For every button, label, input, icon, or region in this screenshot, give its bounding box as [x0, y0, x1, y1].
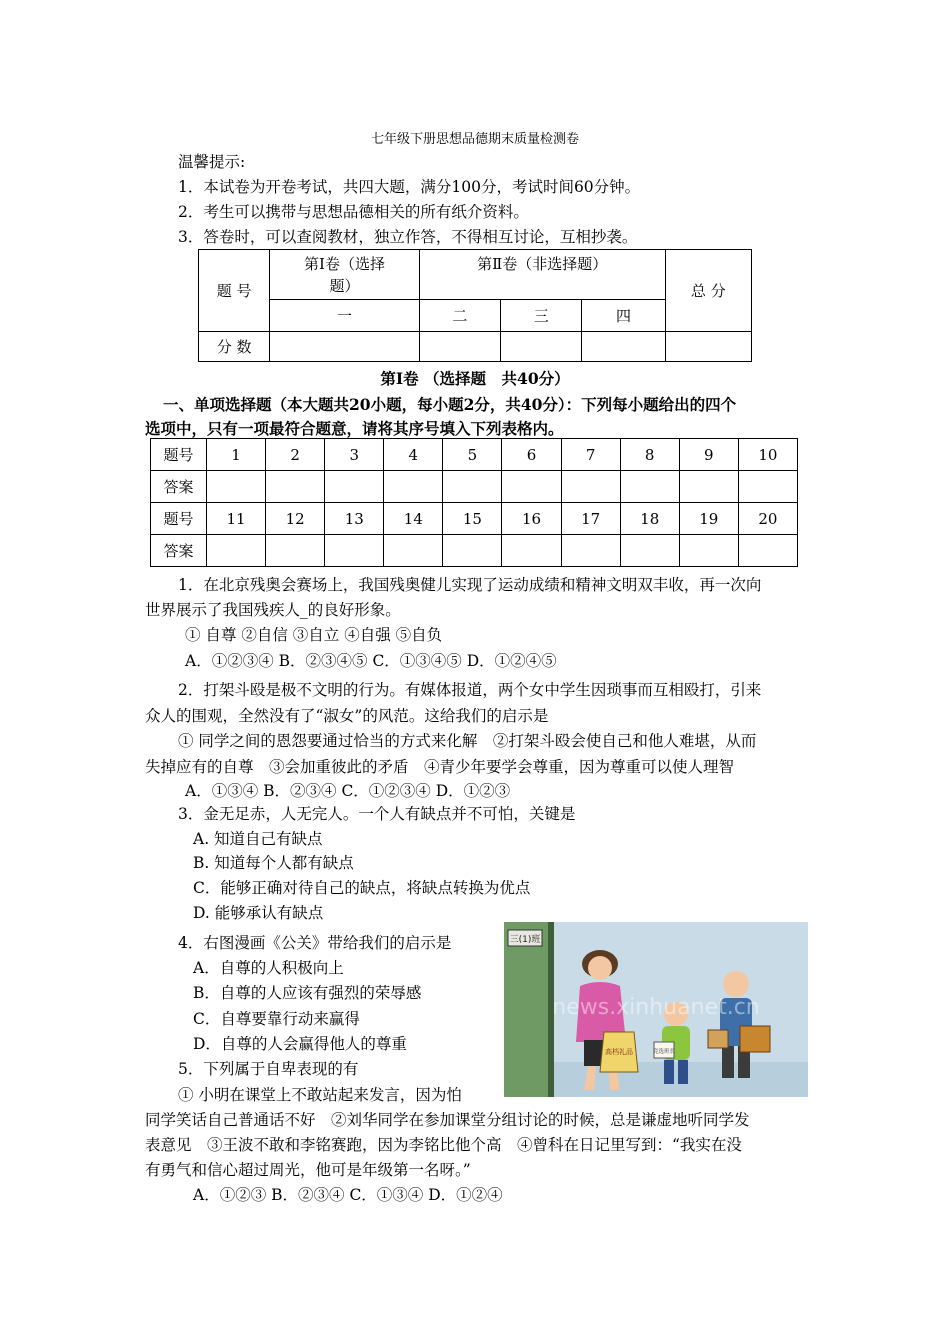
score-table-row-fenshu: 分 数 — [199, 332, 270, 362]
q3-option-d: D. 能够承认有缺点 — [193, 904, 324, 922]
question-number: 14 — [384, 503, 443, 535]
answer-table-label: 题号 — [151, 503, 207, 535]
answer-cell[interactable] — [266, 535, 325, 567]
answer-table — [150, 438, 798, 567]
question-number: 12 — [266, 503, 325, 535]
q3-option-c: C．能够正确对待自己的缺点，将缺点转换为优点 — [193, 879, 531, 897]
cartoon-class-sign: 三(1)班 — [509, 935, 541, 945]
question-number: 1 — [207, 439, 266, 471]
answer-cell[interactable] — [207, 535, 266, 567]
answer-cell[interactable] — [384, 535, 443, 567]
q3-option-b: B. 知道每个人都有缺点 — [193, 854, 354, 872]
question-number: 18 — [620, 503, 679, 535]
question-number: 15 — [443, 503, 502, 535]
question-number: 8 — [620, 439, 679, 471]
question-number: 7 — [561, 439, 620, 471]
answer-cell[interactable] — [325, 535, 384, 567]
answer-cell[interactable] — [502, 535, 561, 567]
answer-cell[interactable] — [620, 471, 679, 503]
q4-option-d: D．自尊的人会赢得他人的尊重 — [193, 1035, 407, 1053]
answer-table-label: 答案 — [151, 535, 207, 567]
score-table-col-3: 三 — [501, 300, 582, 332]
q2-items: ① 同学之间的恩怨要通过恰当的方式来化解 ②打架斗殴会使自己和他人难堪，从而 — [178, 732, 757, 750]
question-number: 5 — [443, 439, 502, 471]
score-table-header-part2: 第Ⅱ卷（非选择题） — [419, 250, 665, 300]
answer-cell[interactable] — [738, 471, 797, 503]
question-number: 10 — [738, 439, 797, 471]
q2-stem: 2．打架斗殴是极不文明的行为。有媒体报道，两个女中学生因琐事而互相殴打，引来 — [178, 681, 762, 699]
q5-options: A．①②③ B．②③④ C．①③④ D．①②④ — [193, 1186, 503, 1204]
score-cell[interactable] — [501, 332, 582, 362]
answer-table-label: 题号 — [151, 439, 207, 471]
q5-items: 有勇气和信心超过周光，他可是年级第一名呀。” — [145, 1161, 471, 1179]
q5-items: 同学笑话自己普通话不好 ②刘华同学在参加课堂分组讨论的时候，总是谦虚地听同学发 — [145, 1111, 750, 1129]
instruction-line: 选项中，只有一项最符合题意，请将其序号填入下列表格内。 — [145, 419, 564, 438]
score-table-header-total: 总 分 — [665, 250, 751, 332]
score-table-col-4: 四 — [582, 300, 665, 332]
question-number: 17 — [561, 503, 620, 535]
tip-item: 1．本试卷为开卷考试，共四大题，满分100分，考试时间60分钟。 — [178, 178, 641, 196]
answer-cell[interactable] — [620, 535, 679, 567]
score-table — [198, 249, 752, 362]
q1-items: ① 自尊 ②自信 ③自立 ④自强 ⑤自负 — [185, 626, 443, 644]
q2-stem: 众人的围观，全然没有了“淑女”的风范。这给我们的启示是 — [145, 707, 549, 725]
answer-cell[interactable] — [738, 535, 797, 567]
section-header: 第Ⅰ卷 （选择题 共40分） — [380, 369, 570, 388]
tips-heading: 温馨提示: — [178, 153, 246, 171]
q2-items: 失掉应有的自尊 ③会加重彼此的矛盾 ④青少年要学会尊重，因为尊重可以使人理智 — [145, 758, 735, 776]
q1-stem: 1．在北京残奥会赛场上，我国残奥健儿实现了运动成绩和精神文明双丰收，再一次向 — [178, 576, 762, 594]
cartoon-gongguan — [504, 922, 808, 1097]
score-cell[interactable] — [665, 332, 751, 362]
q1-stem: 世界展示了我国残疾人_的良好形象。 — [145, 601, 401, 619]
question-number: 20 — [738, 503, 797, 535]
score-cell[interactable] — [582, 332, 665, 362]
answer-cell[interactable] — [443, 535, 502, 567]
score-table-col-1: 一 — [270, 300, 420, 332]
document-title: 七年级下册思想品德期末质量检测卷 — [370, 132, 579, 147]
question-number: 2 — [266, 439, 325, 471]
score-table-header-part1: 第Ⅰ卷（选择 题） — [270, 250, 420, 300]
question-number: 11 — [207, 503, 266, 535]
q1-options: A．①②③④ B．②③④⑤ C．①③④⑤ D．①②④⑤ — [185, 652, 557, 670]
score-cell[interactable] — [270, 332, 420, 362]
answer-cell[interactable] — [561, 471, 620, 503]
answer-cell[interactable] — [384, 471, 443, 503]
answer-cell[interactable] — [443, 471, 502, 503]
q5-items: ① 小明在课堂上不敢站起来发言，因为怕 — [178, 1086, 462, 1104]
answer-cell[interactable] — [679, 535, 738, 567]
q5-stem: 5．下列属于自卑表现的有 — [178, 1060, 359, 1078]
question-number: 3 — [325, 439, 384, 471]
q2-options: A．①③④ B．②③④ C．①②③④ D．①②③ — [185, 782, 511, 800]
question-number: 13 — [325, 503, 384, 535]
answer-table-label: 答案 — [151, 471, 207, 503]
question-number: 9 — [679, 439, 738, 471]
q4-option-c: C．自尊要靠行动来赢得 — [193, 1010, 360, 1028]
q3-stem: 3．金无足赤，人无完人。一个人有缺点并不可怕，关键是 — [178, 805, 576, 823]
score-cell[interactable] — [419, 332, 500, 362]
answer-cell[interactable] — [679, 471, 738, 503]
instruction-line: 一、单项选择题（本大题共20小题，每小题2分，共40分）：下列每小题给出的四个 — [163, 395, 737, 414]
cartoon-badge-text: 竞选班长 — [652, 1049, 676, 1055]
q4-stem: 4．右图漫画《公关》带给我们的启示是 — [178, 934, 452, 952]
score-table-header-tihao: 题 号 — [199, 250, 270, 332]
tip-item: 2．考生可以携带与思想品德相关的所有纸介资料。 — [178, 203, 529, 221]
q4-option-a: A．自尊的人积极向上 — [193, 959, 344, 977]
q5-items: 表意见 ③王波不敢和李铭赛跑，因为李铭比他个高 ④曾科在日记里写到：“我实在没 — [145, 1136, 742, 1154]
answer-cell[interactable] — [561, 535, 620, 567]
question-number: 6 — [502, 439, 561, 471]
answer-cell[interactable] — [502, 471, 561, 503]
answer-cell[interactable] — [266, 471, 325, 503]
answer-cell[interactable] — [207, 471, 266, 503]
answer-cell[interactable] — [325, 471, 384, 503]
question-number: 16 — [502, 503, 561, 535]
q3-option-a: A. 知道自己有缺点 — [193, 830, 323, 848]
cartoon-watermark: news.xinhuanet.cn — [552, 995, 760, 1020]
score-table-col-2: 二 — [419, 300, 500, 332]
question-number: 4 — [384, 439, 443, 471]
q4-option-b: B．自尊的人应该有强烈的荣辱感 — [193, 984, 422, 1002]
question-number: 19 — [679, 503, 738, 535]
cartoon-bag-text: 高档礼品 — [605, 1048, 633, 1056]
tip-item: 3．答卷时，可以查阅教材，独立作答，不得相互讨论，互相抄袭。 — [178, 228, 638, 246]
